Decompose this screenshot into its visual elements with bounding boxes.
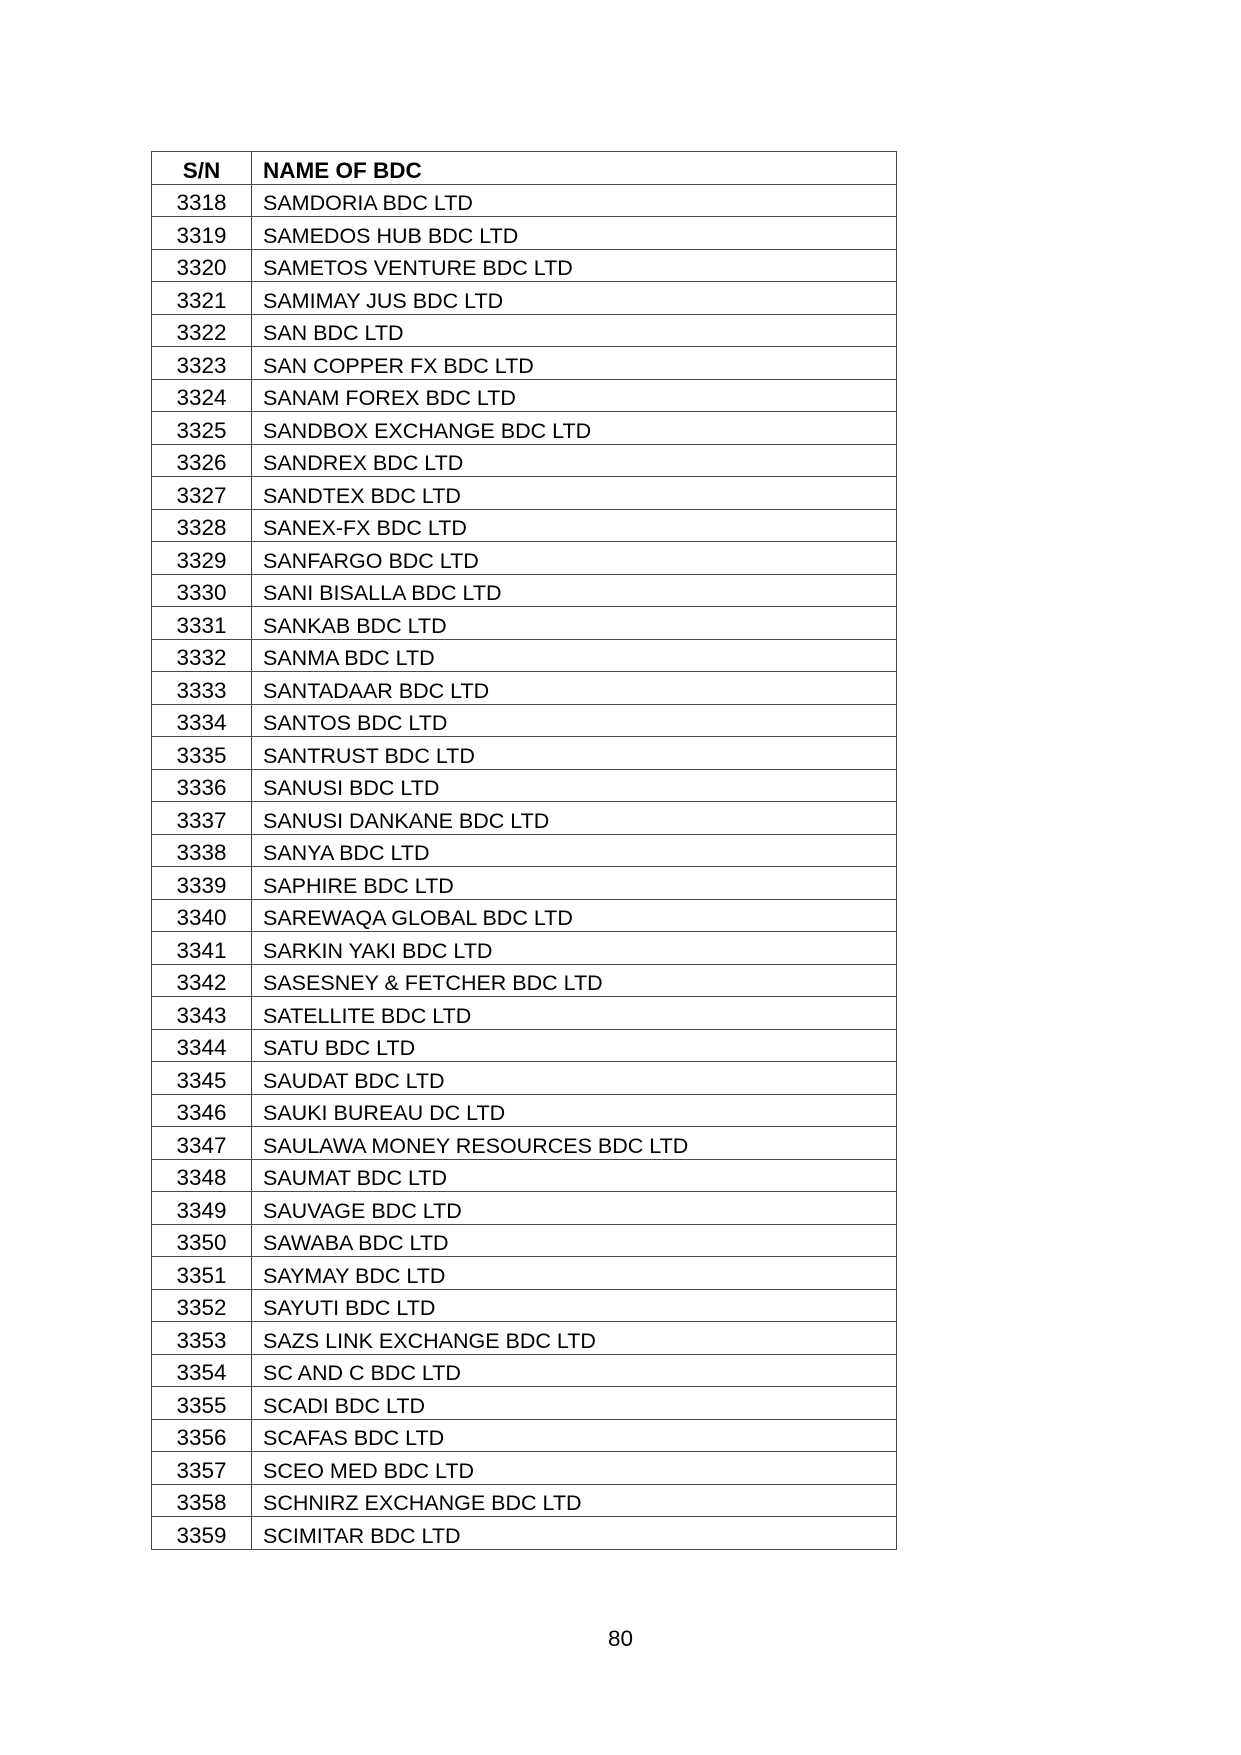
- table-row: [152, 672, 897, 705]
- table-row: [152, 184, 897, 217]
- serial-number-cell: 3359: [152, 1517, 252, 1550]
- bdc-name-cell: SC AND C BDC LTD: [252, 1354, 897, 1387]
- table-row: [152, 997, 897, 1030]
- table-row: [152, 1192, 897, 1225]
- bdc-name-cell: SANTADAAR BDC LTD: [252, 672, 897, 705]
- bdc-name-cell: SANDTEX BDC LTD: [252, 477, 897, 510]
- serial-number-cell: 3330: [152, 574, 252, 607]
- serial-number-cell: 3319: [152, 217, 252, 250]
- bdc-name-cell: SAMETOS VENTURE BDC LTD: [252, 249, 897, 282]
- serial-number-cell: 3326: [152, 444, 252, 477]
- bdc-name-cell: SANTOS BDC LTD: [252, 704, 897, 737]
- serial-number-cell: 3345: [152, 1062, 252, 1095]
- bdc-name-cell: SANTRUST BDC LTD: [252, 737, 897, 770]
- serial-number-cell: 3336: [152, 769, 252, 802]
- table-row: [152, 1419, 897, 1452]
- bdc-name-cell: SANAM FOREX BDC LTD: [252, 379, 897, 412]
- serial-number-cell: 3344: [152, 1029, 252, 1062]
- table-row: [152, 639, 897, 672]
- table-row: [152, 1322, 897, 1355]
- bdc-name-cell: SAUMAT BDC LTD: [252, 1159, 897, 1192]
- bdc-name-cell: SAN BDC LTD: [252, 314, 897, 347]
- serial-number-cell: 3354: [152, 1354, 252, 1387]
- serial-number-cell: 3331: [152, 607, 252, 640]
- table-row: [152, 249, 897, 282]
- serial-number-cell: 3355: [152, 1387, 252, 1420]
- table-row: [152, 282, 897, 315]
- serial-number-cell: 3327: [152, 477, 252, 510]
- table-row: [152, 1159, 897, 1192]
- table-row: [152, 217, 897, 250]
- serial-number-cell: 3353: [152, 1322, 252, 1355]
- bdc-name-cell: SANUSI BDC LTD: [252, 769, 897, 802]
- bdc-name-cell: SAULAWA MONEY RESOURCES BDC LTD: [252, 1127, 897, 1160]
- table-row: [152, 1094, 897, 1127]
- bdc-name-cell: SATELLITE BDC LTD: [252, 997, 897, 1030]
- table-row: [152, 964, 897, 997]
- serial-number-cell: 3343: [152, 997, 252, 1030]
- table-row: [152, 704, 897, 737]
- serial-number-cell: 3357: [152, 1452, 252, 1485]
- bdc-name-cell: SAPHIRE BDC LTD: [252, 867, 897, 900]
- bdc-name-cell: SANDBOX EXCHANGE BDC LTD: [252, 412, 897, 445]
- bdc-name-cell: SAN COPPER FX BDC LTD: [252, 347, 897, 380]
- bdc-name-cell: SANI BISALLA BDC LTD: [252, 574, 897, 607]
- table-row: [152, 1224, 897, 1257]
- table-row: [152, 314, 897, 347]
- bdc-table: [151, 151, 897, 1550]
- serial-number-cell: 3318: [152, 184, 252, 217]
- serial-number-cell: 3332: [152, 639, 252, 672]
- table-row: [152, 477, 897, 510]
- bdc-name-cell: SANKAB BDC LTD: [252, 607, 897, 640]
- table-body: [152, 184, 897, 1549]
- table-row: [152, 834, 897, 867]
- serial-number-cell: 3342: [152, 964, 252, 997]
- table-row: [152, 899, 897, 932]
- table-row: [152, 379, 897, 412]
- bdc-name-cell: SANUSI DANKANE BDC LTD: [252, 802, 897, 835]
- bdc-name-cell: SANYA BDC LTD: [252, 834, 897, 867]
- table-row: [152, 542, 897, 575]
- serial-number-cell: 3324: [152, 379, 252, 412]
- serial-number-cell: 3346: [152, 1094, 252, 1127]
- table-row: [152, 1452, 897, 1485]
- page-number: 80: [607, 1626, 634, 1651]
- table-row: [152, 1257, 897, 1290]
- serial-number-cell: 3334: [152, 704, 252, 737]
- table-row: [152, 444, 897, 477]
- serial-number-cell: 3356: [152, 1419, 252, 1452]
- bdc-name-cell: SCHNIRZ EXCHANGE BDC LTD: [252, 1484, 897, 1517]
- serial-number-cell: 3325: [152, 412, 252, 445]
- table-row: [152, 802, 897, 835]
- column-header-sn: S/N: [152, 152, 252, 185]
- serial-number-cell: 3338: [152, 834, 252, 867]
- serial-number-cell: 3333: [152, 672, 252, 705]
- bdc-name-cell: SAZS LINK EXCHANGE BDC LTD: [252, 1322, 897, 1355]
- bdc-name-cell: SANFARGO BDC LTD: [252, 542, 897, 575]
- table-row: [152, 607, 897, 640]
- serial-number-cell: 3349: [152, 1192, 252, 1225]
- bdc-name-cell: SAMIMAY JUS BDC LTD: [252, 282, 897, 315]
- table-row: [152, 412, 897, 445]
- serial-number-cell: 3341: [152, 932, 252, 965]
- bdc-name-cell: SASESNEY & FETCHER BDC LTD: [252, 964, 897, 997]
- table-row: [152, 1484, 897, 1517]
- bdc-name-cell: SAMEDOS HUB BDC LTD: [252, 217, 897, 250]
- bdc-name-cell: SAYUTI BDC LTD: [252, 1289, 897, 1322]
- table-row: [152, 769, 897, 802]
- bdc-name-cell: SAMDORIA BDC LTD: [252, 184, 897, 217]
- serial-number-cell: 3351: [152, 1257, 252, 1290]
- serial-number-cell: 3320: [152, 249, 252, 282]
- serial-number-cell: 3352: [152, 1289, 252, 1322]
- serial-number-cell: 3328: [152, 509, 252, 542]
- serial-number-cell: 3337: [152, 802, 252, 835]
- bdc-name-cell: SCIMITAR BDC LTD: [252, 1517, 897, 1550]
- table-row: [152, 509, 897, 542]
- serial-number-cell: 3329: [152, 542, 252, 575]
- table-row: [152, 867, 897, 900]
- bdc-name-cell: SAREWAQA GLOBAL BDC LTD: [252, 899, 897, 932]
- bdc-name-cell: SCADI BDC LTD: [252, 1387, 897, 1420]
- serial-number-cell: 3358: [152, 1484, 252, 1517]
- table-row: [152, 1289, 897, 1322]
- serial-number-cell: 3340: [152, 899, 252, 932]
- bdc-name-cell: SAUVAGE BDC LTD: [252, 1192, 897, 1225]
- bdc-name-cell: SAUDAT BDC LTD: [252, 1062, 897, 1095]
- table-row: [152, 1517, 897, 1550]
- table-row: [152, 932, 897, 965]
- table-row: [152, 1354, 897, 1387]
- serial-number-cell: 3348: [152, 1159, 252, 1192]
- table-row: [152, 1062, 897, 1095]
- serial-number-cell: 3339: [152, 867, 252, 900]
- table-row: [152, 1127, 897, 1160]
- serial-number-cell: 3321: [152, 282, 252, 315]
- table-row: [152, 737, 897, 770]
- bdc-name-cell: SAWABA BDC LTD: [252, 1224, 897, 1257]
- table-row: [152, 574, 897, 607]
- bdc-name-cell: SANMA BDC LTD: [252, 639, 897, 672]
- serial-number-cell: 3350: [152, 1224, 252, 1257]
- table-row: [152, 1029, 897, 1062]
- serial-number-cell: 3322: [152, 314, 252, 347]
- bdc-name-cell: SAUKI BUREAU DC LTD: [252, 1094, 897, 1127]
- bdc-name-cell: SCEO MED BDC LTD: [252, 1452, 897, 1485]
- bdc-name-cell: SANEX-FX BDC LTD: [252, 509, 897, 542]
- bdc-name-cell: SATU BDC LTD: [252, 1029, 897, 1062]
- bdc-name-cell: SAYMAY BDC LTD: [252, 1257, 897, 1290]
- bdc-name-cell: SANDREX BDC LTD: [252, 444, 897, 477]
- serial-number-cell: 3335: [152, 737, 252, 770]
- table-row: [152, 347, 897, 380]
- serial-number-cell: 3323: [152, 347, 252, 380]
- column-header-name: NAME OF BDC: [252, 152, 897, 185]
- table-header-row: [152, 152, 897, 185]
- serial-number-cell: 3347: [152, 1127, 252, 1160]
- table-row: [152, 1387, 897, 1420]
- bdc-name-cell: SCAFAS BDC LTD: [252, 1419, 897, 1452]
- bdc-name-cell: SARKIN YAKI BDC LTD: [252, 932, 897, 965]
